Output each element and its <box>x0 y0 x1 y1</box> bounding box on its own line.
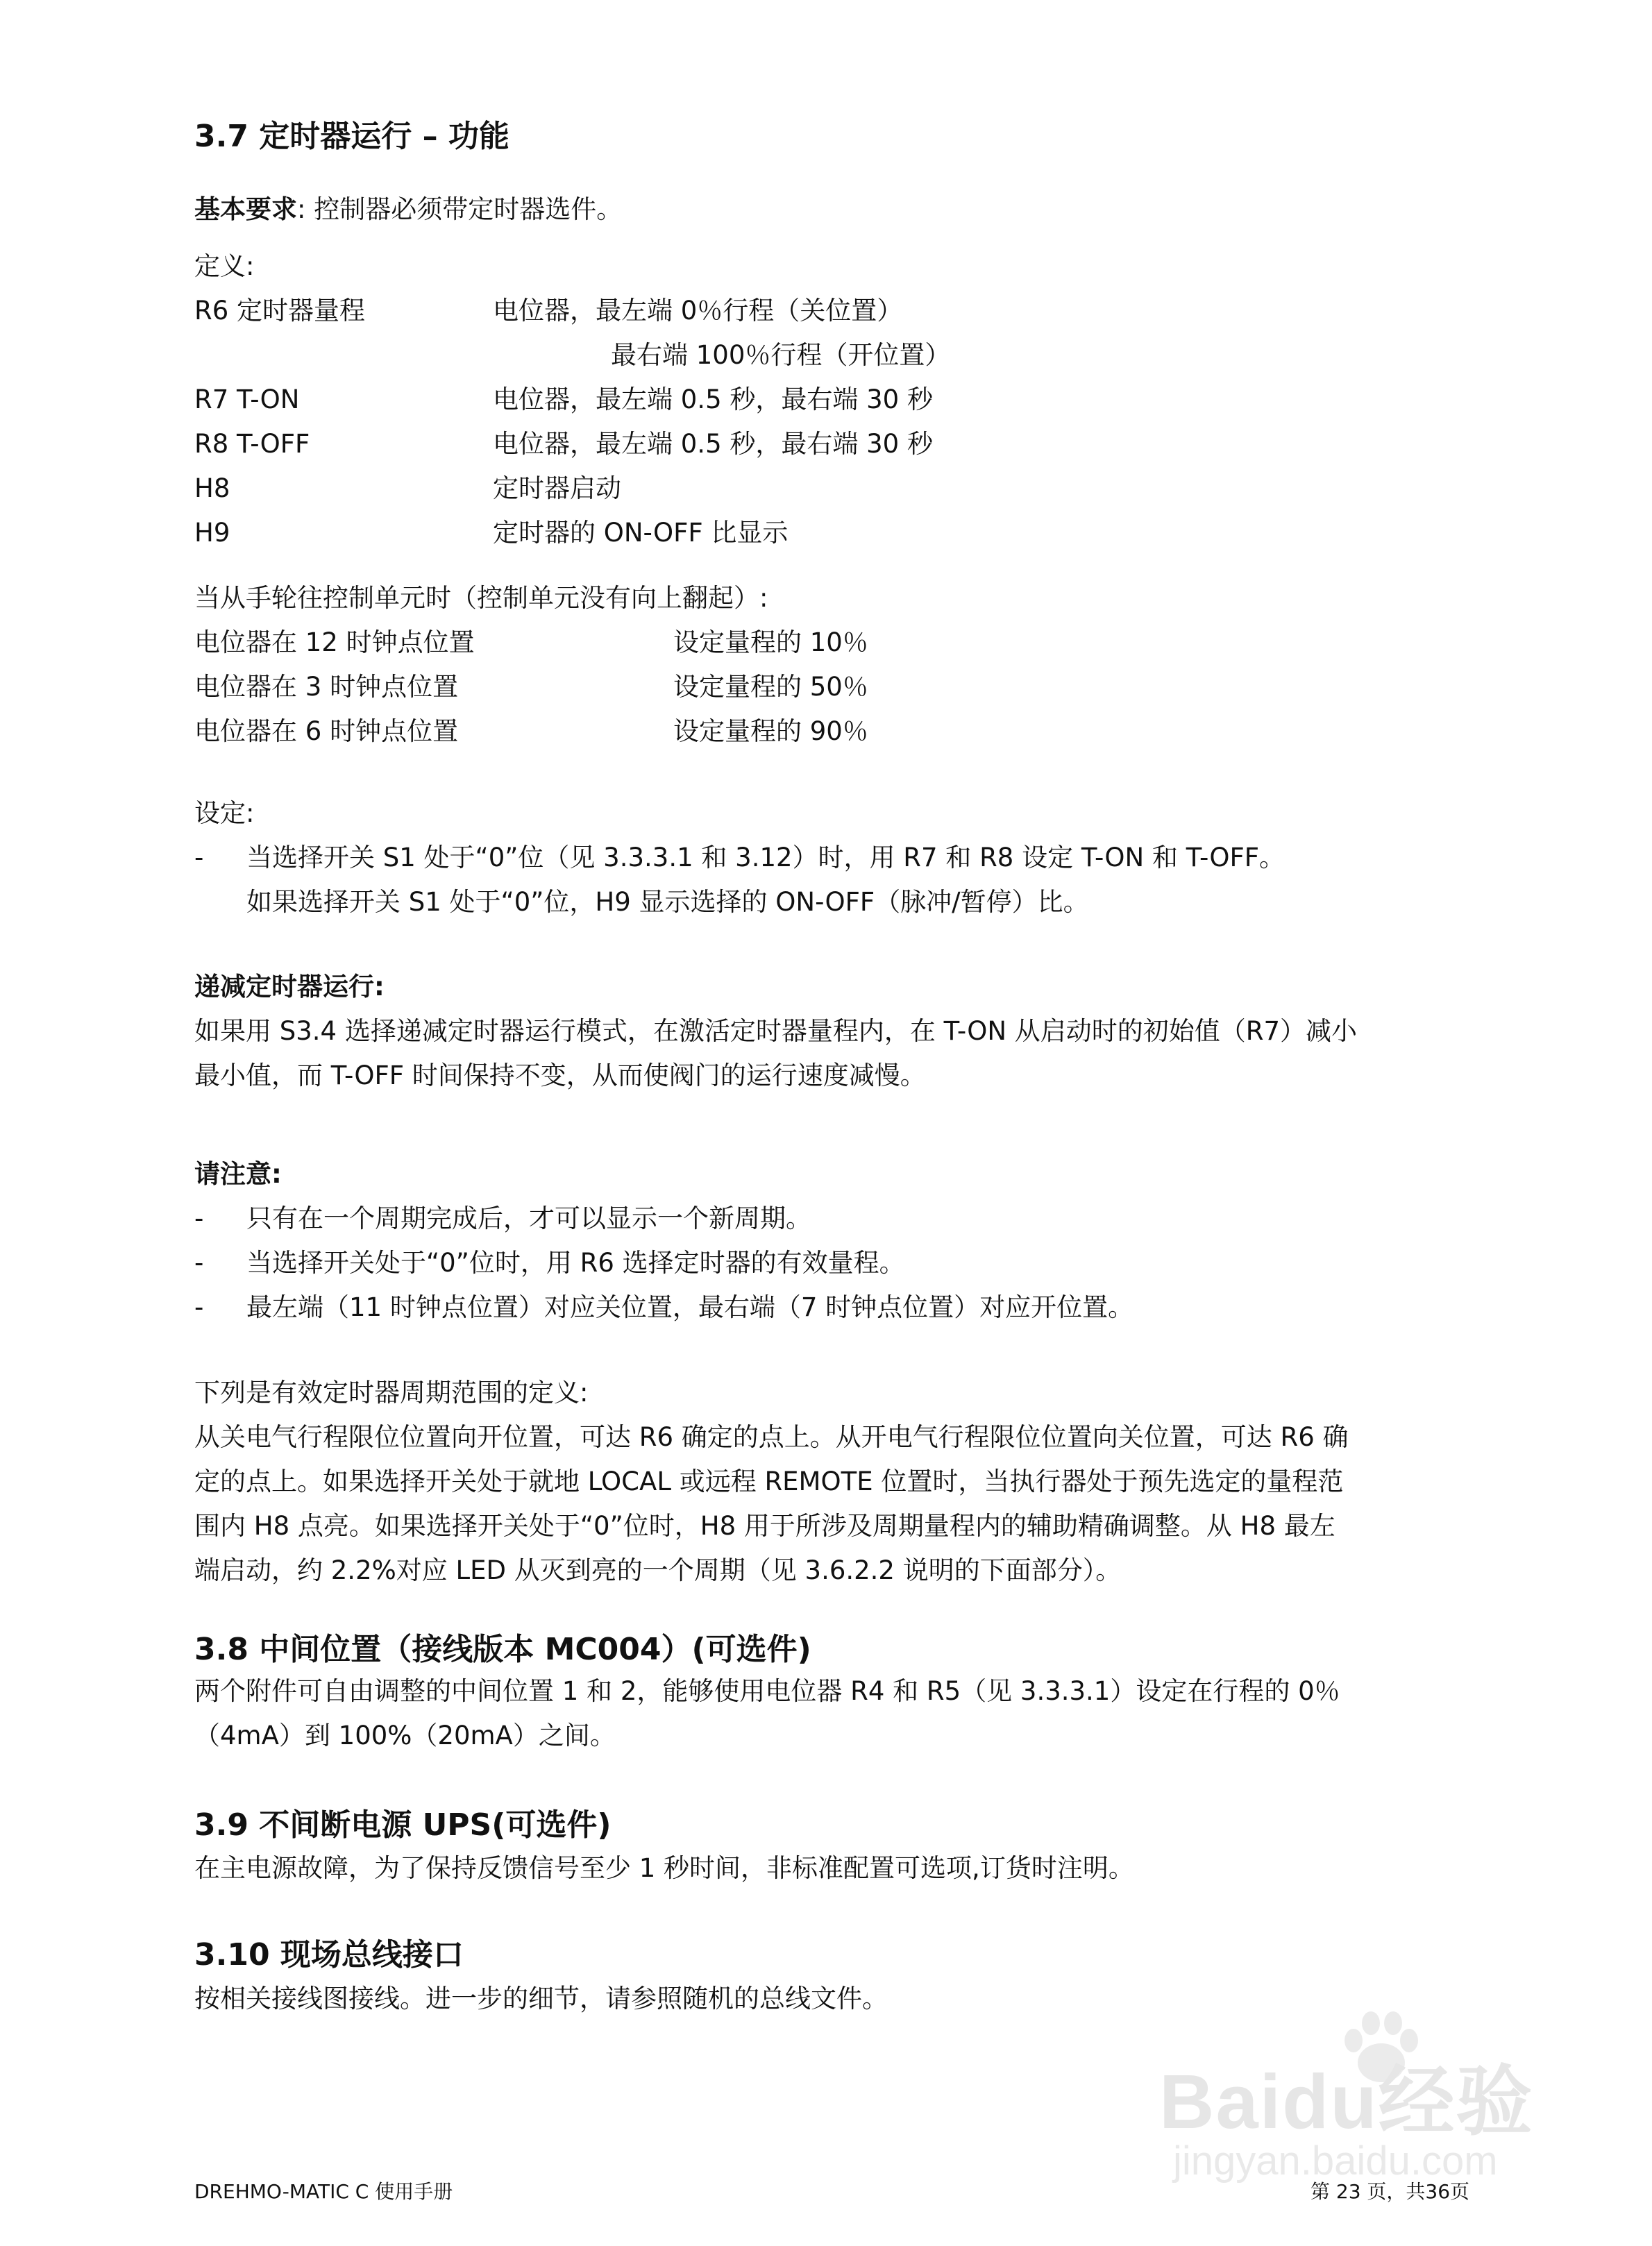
position-label: 电位器在 12 时钟点位置 <box>194 627 475 657</box>
position-label: 电位器在 3 时钟点位置 <box>194 672 459 702</box>
footer-manual-title: DREHMO-MATIC C 使用手册 <box>194 2180 453 2203</box>
range-block <box>194 1371 1349 1593</box>
section-3-10-body: 按相关接线图接线。进一步的细节，请参照随机的总线文件。 <box>194 1984 888 2013</box>
definition-term: R6 定时器量程 <box>194 296 366 326</box>
paragraph-line: 最小值，而 T-OFF 时间保持不变，从而使阀门的运行速度减慢。 <box>194 1061 926 1090</box>
note-text: 只有在一个周期完成后，才可以显示一个新周期。 <box>246 1204 811 1233</box>
definition-desc: 电位器，最左端 0.5 秒，最右端 30 秒 <box>493 385 933 414</box>
notes-label: 请注意: <box>194 1159 282 1189</box>
section-3-9-title: 3.9 不间断电源 UPS(可选件) <box>194 1807 612 1843</box>
section-3-10-title: 3.10 现场总线接口 <box>194 1937 464 1973</box>
handwheel-intro: 当从手轮往控制单元时（控制单元没有向上翻起）: <box>194 583 768 613</box>
basic-requirement <box>194 187 622 232</box>
note-text: 当选择开关处于“0”位时，用 R6 选择定时器的有效量程。 <box>246 1248 905 1278</box>
range-intro: 下列是有效定时器周期范围的定义: <box>194 1378 589 1408</box>
requirement-label: 基本要求 <box>194 194 297 224</box>
watermark-url: jingyan.baidu.com <box>1173 2138 1498 2184</box>
paragraph-line: 围内 H8 点亮。如果选择开关处于“0”位时，H8 用于所涉及周期量程内的辅助精确调整。从 H8 最左 <box>194 1511 1335 1541</box>
definition-desc: 电位器，最左端 0％行程（关位置） <box>493 296 903 326</box>
watermark-logo: Baidu经验 <box>1159 2059 1534 2145</box>
paragraph-line: （4mA）到 100%（20mA）之间。 <box>194 1721 616 1750</box>
paragraph-line: 端启动，约 2.2%对应 LED 从灭到亮的一个周期（见 3.6.2.2 说明的下面部分）。 <box>194 1555 1122 1585</box>
decreasing-timer-block <box>194 965 1357 1098</box>
list-item: - 当选择开关 S1 处于“0”位（见 3.3.3.1 和 3.12）时，用 R7 和 R8 设定 T-ON 和 T-OFF。 <box>194 836 1089 880</box>
list-item: - 最左端（11 时钟点位置）对应关位置，最右端（7 时钟点位置）对应开位置。 <box>194 1285 282 1330</box>
definition-term: R7 T-ON <box>194 385 300 414</box>
definition-desc: 定时器启动 <box>493 473 621 503</box>
section-3-7-title: 3.7 定时器运行 – 功能 <box>194 119 509 154</box>
definition-desc: 定时器的 ON-OFF 比显示 <box>493 518 789 548</box>
position-value: 设定量程的 90％ <box>673 716 868 746</box>
paragraph-line: 从关电气行程限位位置向开位置，可达 R6 确定的点上。从开电气行程限位位置向关位置，可达 R6 确 <box>194 1422 1349 1452</box>
position-label: 电位器在 6 时钟点位置 <box>194 716 459 746</box>
position-value: 设定量程的 50％ <box>673 672 868 702</box>
section-3-8-title: 3.8 中间位置（接线版本 MC004）(可选件) <box>194 1632 811 1667</box>
decreasing-timer-label: 递减定时器运行: <box>194 972 385 1002</box>
paragraph-line: 两个附件可自由调整的中间位置 1 和 2，能够使用电位器 R4 和 R5（见 3.3.3.1）设定在行程的 0％ <box>194 1676 1340 1706</box>
setting-line: 当选择开关 S1 处于“0”位（见 3.3.3.1 和 3.12）时，用 R7 和 R8 设定 T-ON 和 T-OFF。 <box>246 843 1286 872</box>
paragraph-line: 如果用 S3.4 选择递减定时器运行模式，在激活定时器量程内，在 T-ON 从启动时的初始值（R7）减小 <box>194 1016 1358 1046</box>
definition-term: R8 T-OFF <box>194 429 310 459</box>
position-value: 设定量程的 10％ <box>673 627 868 657</box>
definitions-label: 定义: <box>194 251 255 281</box>
setting-line: 如果选择开关 S1 处于“0”位，H9 显示选择的 ON-OFF（脉冲/暂停）比。 <box>246 887 1089 917</box>
definition-desc: 电位器，最左端 0.5 秒，最右端 30 秒 <box>493 429 933 459</box>
setting-label: 设定: <box>194 798 255 828</box>
list-item: - 当选择开关处于“0”位时，用 R6 选择定时器的有效量程。 <box>194 1241 282 1285</box>
list-item: - 只有在一个周期完成后，才可以显示一个新周期。 <box>194 1197 282 1241</box>
section-3-8-body <box>194 1669 1340 1758</box>
notes-block <box>194 1152 1134 1330</box>
requirement-text: : 控制器必须带定时器选件。 <box>297 194 623 224</box>
paragraph-line: 定的点上。如果选择开关处于就地 LOCAL 或远程 REMOTE 位置时，当执行器处于预先选定的量程范 <box>194 1467 1344 1496</box>
footer-page-number: 第 23 页，共36页 <box>1310 2180 1470 2203</box>
definition-term: H8 <box>194 473 230 503</box>
definition-term: H9 <box>194 518 230 548</box>
setting-block <box>194 791 1286 924</box>
definition-desc: 最右端 100％行程（开位置） <box>611 340 951 370</box>
section-3-9-body: 在主电源故障，为了保持反馈信号至少 1 秒时间，非标准配置可选项,订货时注明。 <box>194 1853 1134 1883</box>
note-text: 最左端（11 时钟点位置）对应关位置，最右端（7 时钟点位置）对应开位置。 <box>246 1292 1134 1322</box>
